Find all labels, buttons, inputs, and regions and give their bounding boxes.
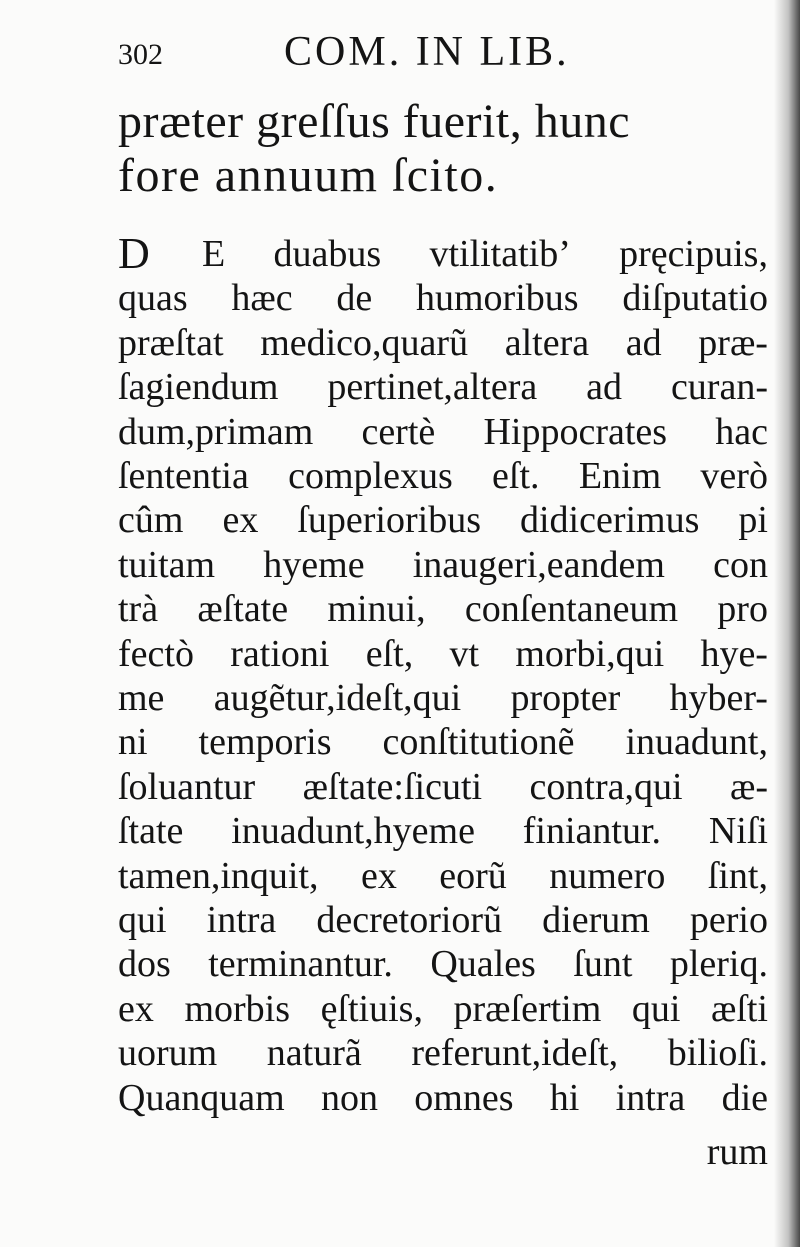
text-line: [118, 365, 768, 409]
catchword: rum: [706, 1131, 768, 1173]
word: humoribus: [416, 277, 579, 320]
word: hyeme: [263, 543, 365, 586]
word: ex: [118, 987, 154, 1030]
word: ſunt: [573, 943, 633, 986]
running-head: COM. IN LIB.: [284, 29, 570, 75]
word: omnes: [414, 1076, 514, 1119]
word: bilioſi.: [667, 1032, 768, 1075]
word: dos: [118, 943, 171, 986]
word: inuadunt,hyeme: [231, 810, 475, 853]
text-line: [118, 632, 768, 676]
word: præ-: [698, 321, 768, 364]
lead-line: præter greſſus fuerit, hunc: [118, 95, 631, 148]
word: qui: [631, 987, 681, 1030]
word: rationi: [230, 632, 330, 675]
word: diſputatio: [622, 277, 768, 320]
text-line: [118, 1031, 768, 1075]
word: finiantur.: [522, 810, 662, 853]
word: inuadunt,: [625, 721, 768, 764]
word: uorum: [118, 1032, 218, 1075]
word: cûm: [118, 499, 184, 542]
text-line: [118, 543, 768, 587]
text-line: [118, 676, 768, 720]
word: verò: [700, 455, 768, 497]
word: curan-: [670, 366, 768, 409]
word: Enim: [578, 455, 662, 497]
word: pi: [738, 499, 768, 542]
word: dierum: [542, 899, 650, 941]
text-line: [118, 942, 768, 986]
text-line: [118, 410, 768, 454]
word: con: [713, 543, 768, 586]
word: intra: [206, 899, 277, 941]
text-line: [118, 1076, 768, 1120]
word: tuitam: [118, 543, 216, 586]
word: naturã: [266, 1032, 362, 1075]
word: æſti: [710, 987, 768, 1030]
word: qui: [118, 899, 167, 941]
word: præſtat: [118, 321, 224, 364]
word: decretoriorũ: [316, 899, 503, 941]
word: Hippocrates: [483, 410, 668, 453]
word: hye-: [700, 632, 768, 675]
page-header: [118, 28, 758, 78]
word: ad: [625, 321, 662, 364]
word: duabus: [273, 233, 382, 275]
word: ni: [118, 721, 148, 764]
word: pertinet,altera: [327, 366, 538, 409]
word: æ-: [729, 765, 768, 808]
word: hæc: [231, 277, 293, 320]
text-line: [118, 987, 768, 1031]
word: eſt.: [492, 455, 540, 497]
text-line: [118, 229, 768, 278]
word: præſertim: [453, 987, 602, 1030]
word: eorũ: [439, 854, 507, 897]
word: æſtate: [197, 588, 289, 631]
word: certè: [361, 410, 436, 453]
text-line: [118, 498, 768, 542]
word: didicerimus: [520, 499, 700, 542]
page-gutter-shadow: [774, 0, 800, 1247]
word: temporis: [198, 721, 332, 764]
word: complexus: [288, 455, 453, 497]
word: minui,: [327, 588, 426, 631]
word: E: [202, 233, 226, 275]
word: perio: [689, 899, 768, 941]
word: intra: [615, 1076, 686, 1119]
word: inaugeri,eandem: [412, 543, 665, 586]
word: de: [336, 277, 373, 320]
text-line: [118, 454, 768, 498]
word: ſint,: [707, 854, 768, 897]
word: Quales: [430, 943, 536, 986]
word: ex: [360, 854, 397, 897]
word: medico,quarũ: [260, 321, 469, 364]
word: ęſtiuis,: [320, 987, 423, 1030]
text-line: [118, 898, 768, 942]
text-line: [118, 765, 768, 809]
word: fectò: [118, 632, 194, 675]
page-number: 302: [118, 38, 163, 71]
text-line: [118, 321, 768, 365]
word: ad: [586, 366, 623, 409]
word: tamen,inquit,: [118, 854, 319, 897]
word: numero: [549, 854, 666, 897]
word: conſtitutionẽ: [382, 721, 575, 764]
word: ſtate: [118, 810, 184, 853]
word: pro: [717, 588, 768, 631]
word: quas: [118, 277, 188, 320]
word: æſtate:ſicuti: [302, 765, 483, 808]
word: conſentaneum: [464, 588, 679, 631]
text-line: [118, 720, 768, 764]
word: Niſi: [708, 810, 768, 853]
word: hyber-: [669, 677, 768, 719]
word: pręcipuis,: [619, 233, 768, 275]
word: pleriq.: [669, 943, 768, 986]
word: trà: [118, 588, 159, 631]
word: morbi,qui: [515, 632, 665, 675]
word: terminantur.: [208, 943, 393, 986]
word: augẽtur,ideſt,qui: [213, 677, 462, 719]
word: me: [118, 677, 165, 719]
word: referunt,ideſt,: [411, 1032, 619, 1075]
word: altera: [504, 321, 590, 364]
word: ſagiendum: [118, 366, 279, 409]
word: D: [118, 229, 154, 278]
word: die: [721, 1076, 768, 1119]
text-line: [118, 854, 768, 898]
lead-line: fore annuum ſcito.: [118, 149, 499, 202]
word: Quanquam: [118, 1076, 285, 1119]
word: vtilitatib’: [429, 233, 571, 275]
word: propter: [510, 677, 621, 719]
word: non: [321, 1076, 379, 1119]
word: contra,qui: [529, 765, 683, 808]
text-line: [118, 276, 768, 320]
word: ex: [222, 499, 259, 542]
word: dum,primam: [118, 410, 314, 453]
word: eſt,: [365, 632, 414, 675]
word: ſuperioribus: [297, 499, 481, 542]
text-line: [118, 809, 768, 853]
word: hi: [549, 1076, 580, 1119]
word: hac: [715, 410, 768, 453]
text-line: [118, 587, 768, 631]
word: ſoluantur: [118, 765, 256, 808]
word: morbis: [184, 987, 290, 1030]
word: vt: [449, 632, 480, 675]
word: ſententia: [118, 455, 249, 497]
